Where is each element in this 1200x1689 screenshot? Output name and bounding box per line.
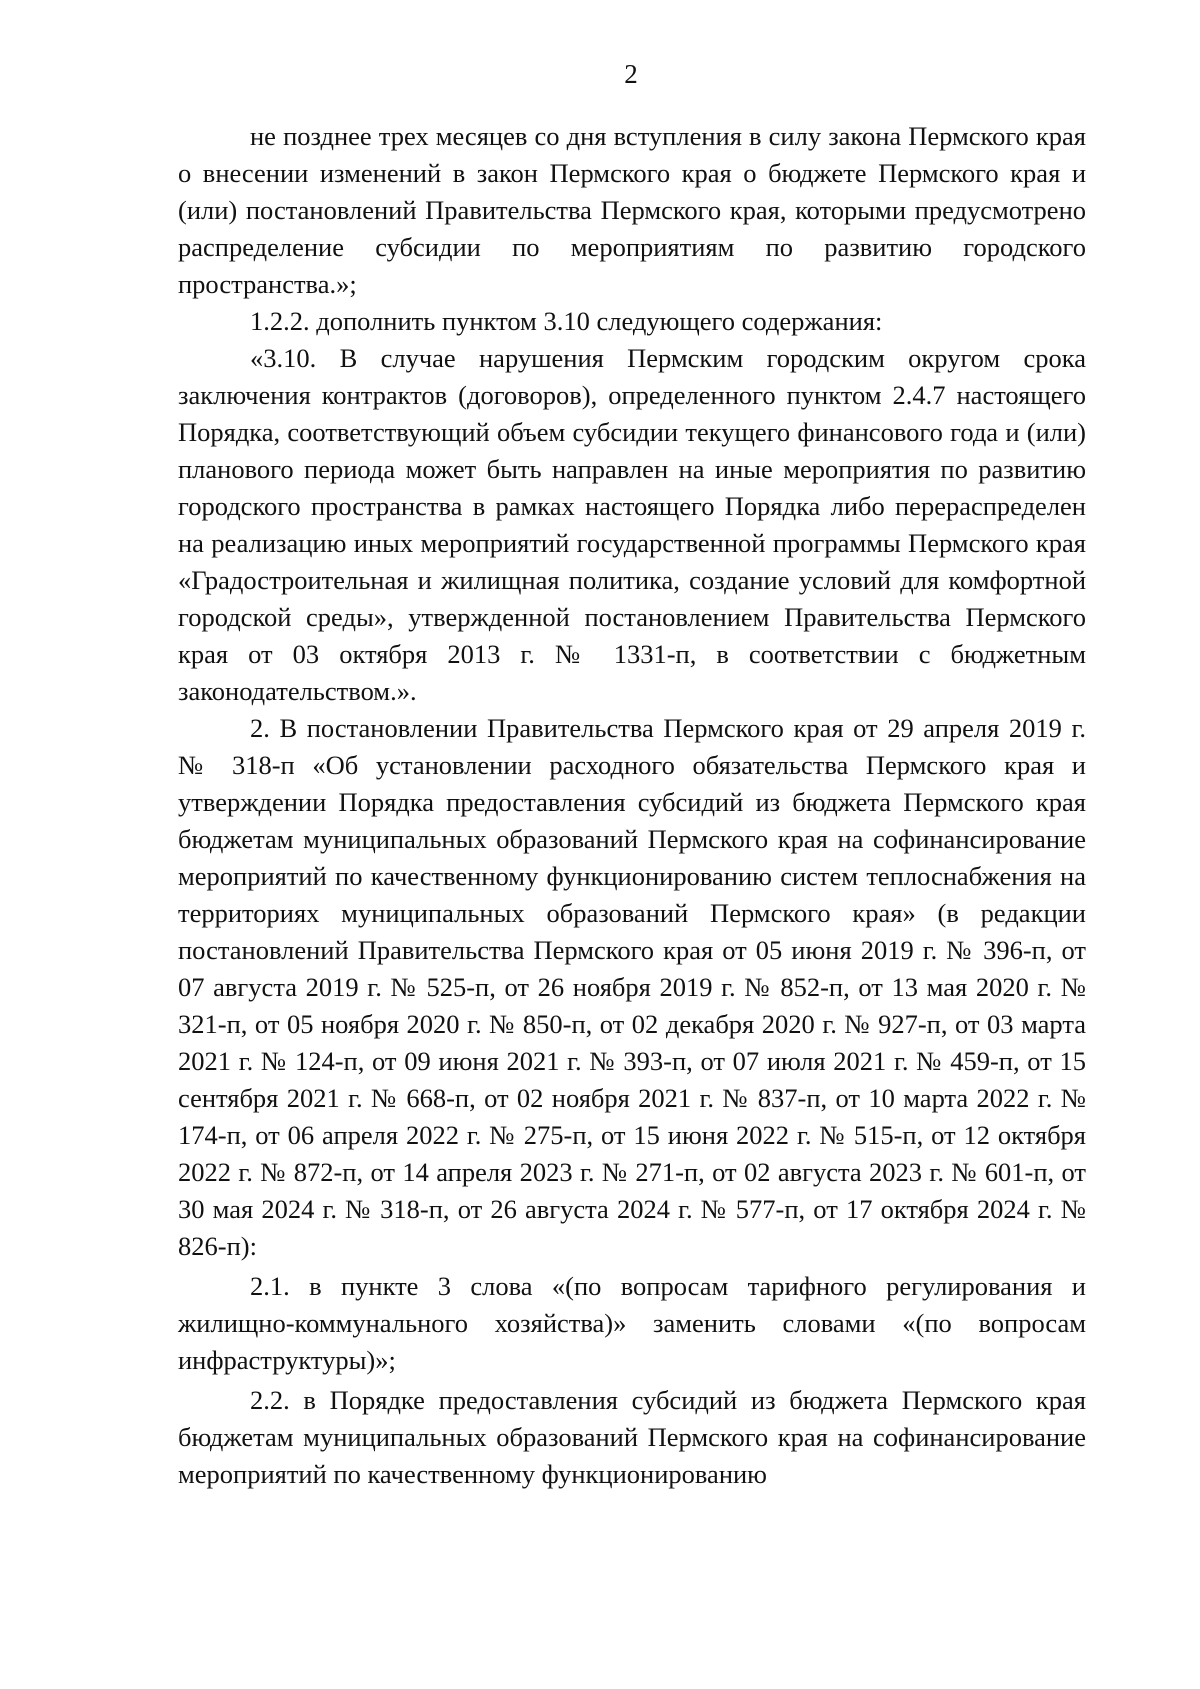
paragraph-2-1: 2.1. в пункте 3 слова «(по вопросам тарифного регулирования и жилищно-коммунального хозяйства)» заменить словами «(по вопросам инфраструктуры)»; <box>178 1271 1086 1375</box>
paragraph-2: 2. В постановлении Правительства Пермского края от 29 апреля 2019 г. № 318-п «Об установлении расходного обязательства Пермского края и утверждении Порядка предоставления субсидий из бюджета Пермского края бюджетам муниципальных образований Пермского края на софинансирование мероприятий по качественному функционированию систем теплоснабжения на территориях муниципальных образований Пермского края» (в редакции постановлений Правительства Пермского края от 05 июня 2019 г. № 396-п, от 07 августа 2019 г. № 525-п, от 26 ноября 2019 г. № 852-п, от 13 мая 2020 г. № 321-п, от 05 ноября 2020 г. № 850-п, от 02 декабря 2020 г. № 927-п, от 03 марта 2021 г. № 124-п, от 09 июня 2021 г. № 393-п, от 07 июля 2021 г. № 459-п, от 15 сентября 2021 г. № 668-п, от 02 ноября 2021 г. № 837-п, от 10 марта 2022 г. № 174-п, от 06 апреля 2022 г. № 275-п, от 15 июня 2022 г. № 515-п, от 12 октября 2022 г. № 872-п, от 14 апреля 2023 г. № 271-п, от 02 августа 2023 г. № 601-п, от 30 мая 2024 г. № 318-п, от 26 августа 2024 г. № 577-п, от 17 октября 2024 г. № 826-п): <box>178 713 1086 1261</box>
document-body <box>178 118 1086 1493</box>
paragraph-continuation: не позднее трех месяцев со дня вступления в силу закона Пермского края о внесении изменений в закон Пермского края о бюджете Пермского края и (или) постановлений Правительства Пермского края, которыми предусмотрено распределение субсидии по мероприятиям по развитию городского пространства.»; <box>178 121 1086 299</box>
paragraph-3-10: «3.10. В случае нарушения Пермским городским округом срока заключения контрактов (договоров), определенного пунктом 2.4.7 настоящего Порядка, соответствующий объем субсидии текущего финансового года и (или) планового периода может быть направлен на иные мероприятия по развитию городского пространства в рамках настоящего Порядка либо перераспределен на реализацию иных мероприятий государственной программы Пермского края «Градостроительная и жилищная политика, создание условий для комфортной городской среды», утвержденной постановлением Правительства Пермского края от 03 октября 2013 г. № 1331-п, в соответствии с бюджетным законодательством.». <box>178 343 1086 706</box>
paragraph-1-2-2: 1.2.2. дополнить пунктом 3.10 следующего содержания: <box>250 306 883 336</box>
paragraph-2-2: 2.2. в Порядке предоставления субсидий из бюджета Пермского края бюджетам муниципальных образований Пермского края на софинансирование мероприятий по качественному функционированию <box>178 1385 1086 1489</box>
page-number: 2 <box>624 59 638 89</box>
